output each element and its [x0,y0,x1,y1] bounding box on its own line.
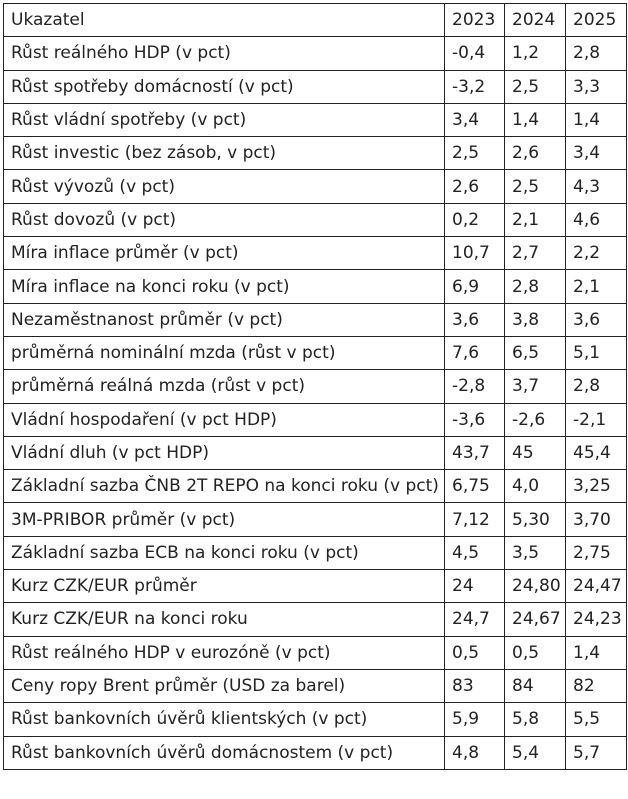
value-2023-cell: 7,12 [445,503,505,536]
table-row [4,403,627,436]
indicator-cell: Růst dovozů (v pct) [4,203,445,236]
indicator-cell: Ceny ropy Brent průměr (USD za barel) [4,669,445,702]
value-2025-cell: 2,75 [566,536,627,569]
table-row [4,603,627,636]
table-row [4,170,627,203]
indicator-cell: Růst vládní spotřeby (v pct) [4,103,445,136]
table-row [4,436,627,469]
table-row [4,669,627,702]
indicator-cell: Vládní dluh (v pct HDP) [4,436,445,469]
header-row [4,4,627,37]
table-row [4,70,627,103]
indicator-cell: průměrná nominální mzda (růst v pct) [4,336,445,369]
value-2024-cell: 1,4 [505,103,566,136]
indicator-cell: Vládní hospodaření (v pct HDP) [4,403,445,436]
header-indicator: Ukazatel [4,4,445,37]
value-2025-cell: 2,1 [566,270,627,303]
table-row [4,703,627,736]
table-body [4,37,627,770]
indicator-cell: Kurz CZK/EUR průměr [4,570,445,603]
value-2023-cell: 3,6 [445,303,505,336]
value-2024-cell: -2,6 [505,403,566,436]
value-2023-cell: 24,7 [445,603,505,636]
value-2023-cell: 3,4 [445,103,505,136]
value-2025-cell: 5,7 [566,736,627,769]
value-2023-cell: 6,9 [445,270,505,303]
value-2025-cell: 24,47 [566,570,627,603]
indicator-cell: Kurz CZK/EUR na konci roku [4,603,445,636]
value-2024-cell: 84 [505,669,566,702]
value-2025-cell: -2,1 [566,403,627,436]
indicator-cell: Základní sazba ECB na konci roku (v pct) [4,536,445,569]
value-2023-cell: 5,9 [445,703,505,736]
value-2023-cell: 4,5 [445,536,505,569]
value-2023-cell: 4,8 [445,736,505,769]
header-year-2024: 2024 [505,4,566,37]
value-2024-cell: 0,5 [505,636,566,669]
value-2023-cell: 6,75 [445,470,505,503]
table-row [4,303,627,336]
table-row [4,570,627,603]
value-2023-cell: 0,2 [445,203,505,236]
value-2024-cell: 2,7 [505,237,566,270]
value-2023-cell: 7,6 [445,336,505,369]
value-2023-cell: -0,4 [445,37,505,70]
value-2024-cell: 3,5 [505,536,566,569]
value-2025-cell: 3,4 [566,137,627,170]
value-2024-cell: 4,0 [505,470,566,503]
indicator-cell: Základní sazba ČNB 2T REPO na konci roku (v pct) [4,470,445,503]
value-2025-cell: 1,4 [566,103,627,136]
table-row [4,103,627,136]
indicator-cell: Růst vývozů (v pct) [4,170,445,203]
table-row [4,137,627,170]
forecast-table [3,3,627,770]
value-2024-cell: 5,8 [505,703,566,736]
value-2024-cell: 5,4 [505,736,566,769]
value-2024-cell: 2,5 [505,170,566,203]
value-2025-cell: 3,70 [566,503,627,536]
value-2024-cell: 6,5 [505,336,566,369]
table-row [4,270,627,303]
value-2024-cell: 2,6 [505,137,566,170]
value-2025-cell: 4,3 [566,170,627,203]
table-row [4,636,627,669]
value-2023-cell: 83 [445,669,505,702]
value-2024-cell: 2,1 [505,203,566,236]
value-2023-cell: 0,5 [445,636,505,669]
table-row [4,37,627,70]
value-2023-cell: 24 [445,570,505,603]
indicator-cell: Míra inflace na konci roku (v pct) [4,270,445,303]
indicator-cell: Růst bankovních úvěrů domácnostem (v pct) [4,736,445,769]
value-2025-cell: 5,1 [566,336,627,369]
value-2023-cell: -2,8 [445,370,505,403]
value-2024-cell: 24,67 [505,603,566,636]
indicator-cell: Růst bankovních úvěrů klientských (v pct) [4,703,445,736]
value-2025-cell: 4,6 [566,203,627,236]
header-year-2023: 2023 [445,4,505,37]
indicator-cell: Růst reálného HDP v eurozóně (v pct) [4,636,445,669]
value-2024-cell: 24,80 [505,570,566,603]
value-2025-cell: 3,6 [566,303,627,336]
value-2023-cell: 2,6 [445,170,505,203]
value-2024-cell: 5,30 [505,503,566,536]
value-2025-cell: 2,8 [566,37,627,70]
value-2024-cell: 1,2 [505,37,566,70]
indicator-cell: průměrná reálná mzda (růst v pct) [4,370,445,403]
value-2023-cell: -3,6 [445,403,505,436]
table-row [4,503,627,536]
value-2025-cell: 2,8 [566,370,627,403]
indicator-cell: Růst spotřeby domácností (v pct) [4,70,445,103]
value-2025-cell: 3,3 [566,70,627,103]
value-2025-cell: 24,23 [566,603,627,636]
indicator-cell: 3M-PRIBOR průměr (v pct) [4,503,445,536]
table-row [4,237,627,270]
value-2025-cell: 2,2 [566,237,627,270]
value-2025-cell: 3,25 [566,470,627,503]
indicator-cell: Růst reálného HDP (v pct) [4,37,445,70]
value-2024-cell: 2,8 [505,270,566,303]
table-row [4,536,627,569]
value-2025-cell: 82 [566,669,627,702]
table-row [4,203,627,236]
value-2024-cell: 3,7 [505,370,566,403]
value-2024-cell: 2,5 [505,70,566,103]
value-2025-cell: 1,4 [566,636,627,669]
value-2025-cell: 45,4 [566,436,627,469]
indicator-cell: Nezaměstnanost průměr (v pct) [4,303,445,336]
header-year-2025: 2025 [566,4,627,37]
table-row [4,336,627,369]
value-2023-cell: 2,5 [445,137,505,170]
value-2024-cell: 45 [505,436,566,469]
value-2025-cell: 5,5 [566,703,627,736]
table-row [4,370,627,403]
value-2023-cell: 43,7 [445,436,505,469]
table-row [4,470,627,503]
table-row [4,736,627,769]
table-header [4,4,627,37]
value-2024-cell: 3,8 [505,303,566,336]
value-2023-cell: -3,2 [445,70,505,103]
value-2023-cell: 10,7 [445,237,505,270]
indicator-cell: Míra inflace průměr (v pct) [4,237,445,270]
indicator-cell: Růst investic (bez zásob, v pct) [4,137,445,170]
